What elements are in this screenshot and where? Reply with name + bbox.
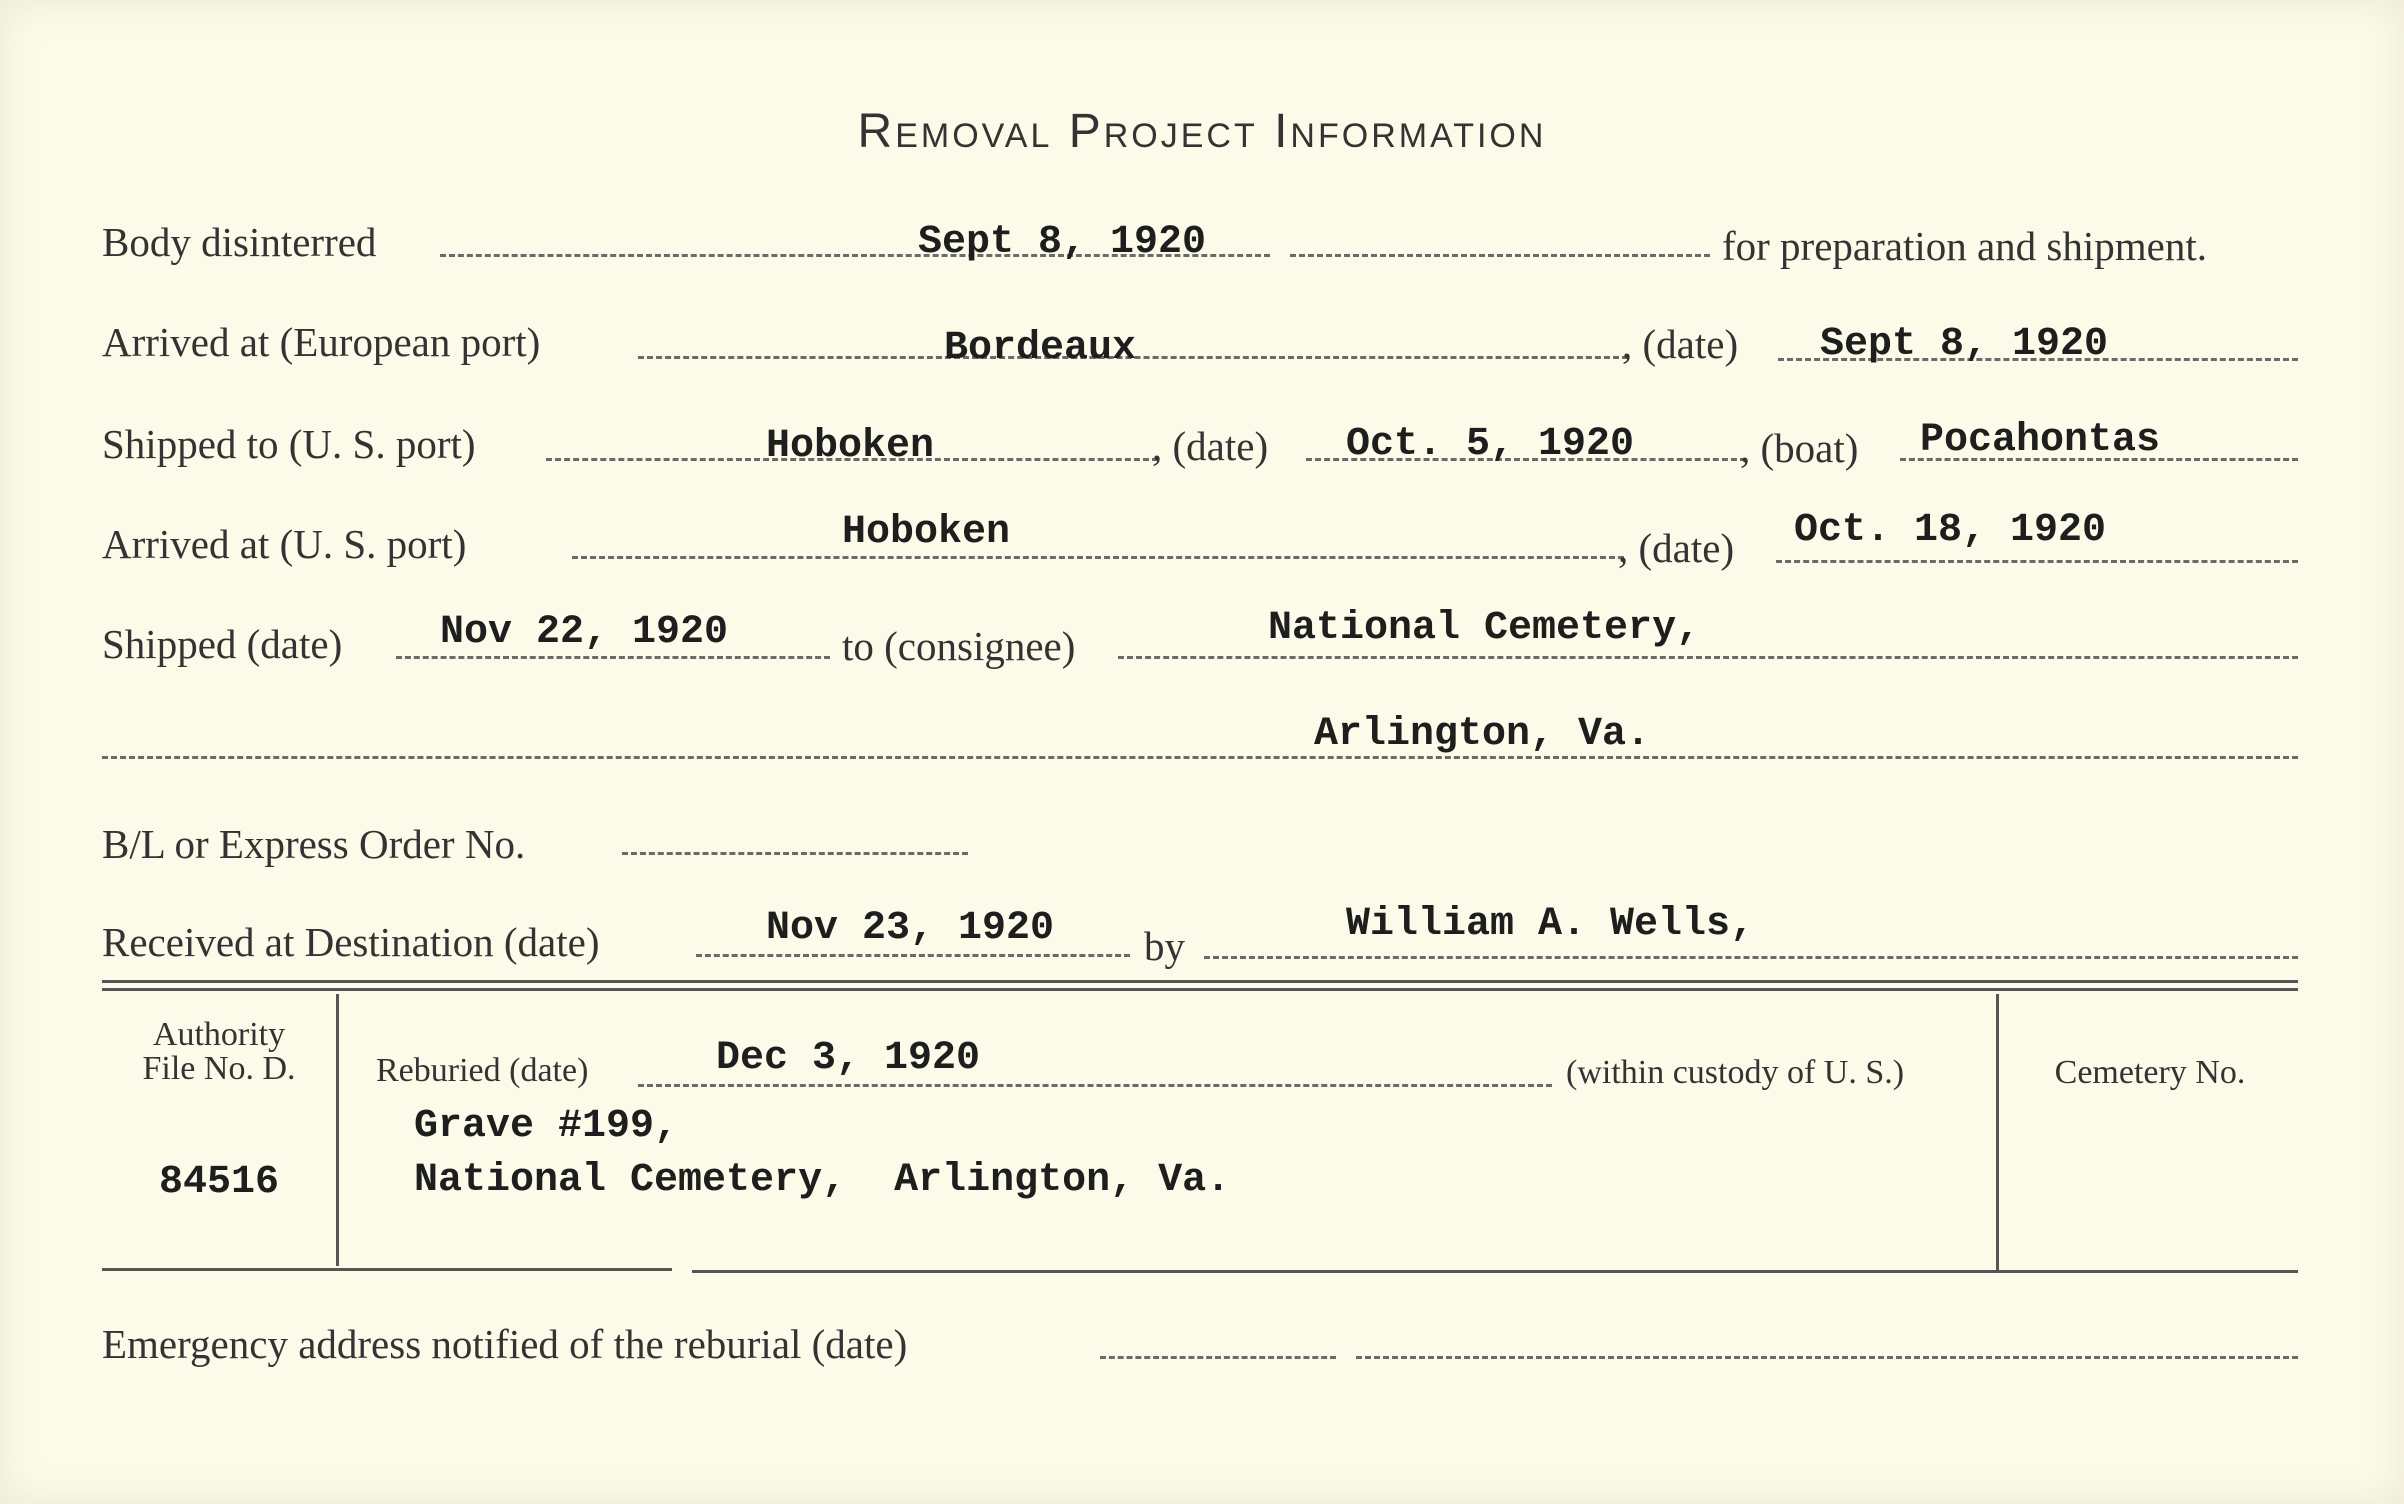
box-top-rule-1 xyxy=(102,980,2298,983)
card-title: Removal Project Information xyxy=(857,105,1547,158)
european-date-label: , (date) xyxy=(1622,321,1739,367)
us-port-arrived-date-value: Oct. 18, 1920 xyxy=(1794,508,2107,553)
body-disinterred-label: Body disinterred xyxy=(102,219,377,265)
box-bottom-rule-right xyxy=(692,1270,2298,1273)
reburied-date-line xyxy=(638,1084,1552,1087)
box-divider-left xyxy=(336,994,339,1266)
received-destination-label: Received at Destination (date) xyxy=(102,919,600,965)
us-port-shipped-date-label: , (date) xyxy=(1152,423,1269,469)
us-port-arrived-date-line xyxy=(1776,560,2298,563)
received-by-value: William A. Wells, xyxy=(1346,902,1755,947)
european-date-value: Sept 8, 1920 xyxy=(1820,322,2109,367)
authority-label: Authority xyxy=(152,1016,286,1053)
boat-label: , (boat) xyxy=(1740,425,1859,471)
consignee-line1: National Cemetery, xyxy=(1268,606,1701,651)
body-disinterred-line-2 xyxy=(1290,254,1710,257)
consignee-line-2 xyxy=(102,756,2298,759)
emergency-address-line xyxy=(1100,1356,1336,1359)
preparation-shipment-label: for preparation and shipment. xyxy=(1722,223,2208,269)
us-port-arrived-label: Arrived at (U. S. port) xyxy=(102,521,467,567)
shipped-date-label: Shipped (date) xyxy=(102,621,343,667)
received-by-label: by xyxy=(1144,923,1185,969)
european-port-label: Arrived at (European port) xyxy=(102,319,541,365)
us-port-shipped-value: Hoboken xyxy=(766,424,935,469)
body-disinterred-date: Sept 8, 1920 xyxy=(918,220,1207,265)
emergency-address-label: Emergency address notified of the reburial (date) xyxy=(102,1321,908,1367)
european-port-value: Bordeaux xyxy=(944,326,1137,371)
consignee-line2: Arlington, Va. xyxy=(1314,712,1651,757)
us-port-shipped-date-value: Oct. 5, 1920 xyxy=(1346,422,1635,467)
grave-location: National Cemetery, Arlington, Va. xyxy=(414,1158,1231,1203)
shipped-date-line xyxy=(396,656,830,659)
received-date-value: Nov 23, 1920 xyxy=(766,906,1055,951)
us-port-arrived-date-label: , (date) xyxy=(1618,525,1735,571)
received-date-line xyxy=(696,954,1130,957)
received-by-line xyxy=(1204,956,2298,959)
grave-number: Grave #199, xyxy=(414,1104,679,1149)
authority-file-number: 84516 xyxy=(158,1160,280,1205)
us-port-arrived-line xyxy=(572,556,1624,559)
cemetery-no-label: Cemetery No. xyxy=(2054,1054,2246,1091)
consignee-line xyxy=(1118,656,2298,659)
consignee-label: to (consignee) xyxy=(842,623,1076,669)
bl-order-line xyxy=(622,852,968,855)
custody-label: (within custody of U. S.) xyxy=(1566,1054,1905,1091)
emergency-address-line-2 xyxy=(1356,1356,2298,1359)
file-no-label: File No. D. xyxy=(142,1050,296,1087)
reburied-date-value: Dec 3, 1920 xyxy=(716,1036,981,1081)
boat-value: Pocahontas xyxy=(1920,418,2161,463)
box-top-rule-2 xyxy=(102,988,2298,991)
box-bottom-rule-left xyxy=(102,1268,672,1271)
us-port-arrived-value: Hoboken xyxy=(842,510,1011,555)
us-port-shipped-label: Shipped to (U. S. port) xyxy=(102,421,476,467)
bl-order-label: B/L or Express Order No. xyxy=(102,821,526,867)
shipped-date-value: Nov 22, 1920 xyxy=(440,610,729,655)
reburied-date-label: Reburied (date) xyxy=(376,1052,589,1089)
box-divider-right xyxy=(1996,994,1999,1270)
